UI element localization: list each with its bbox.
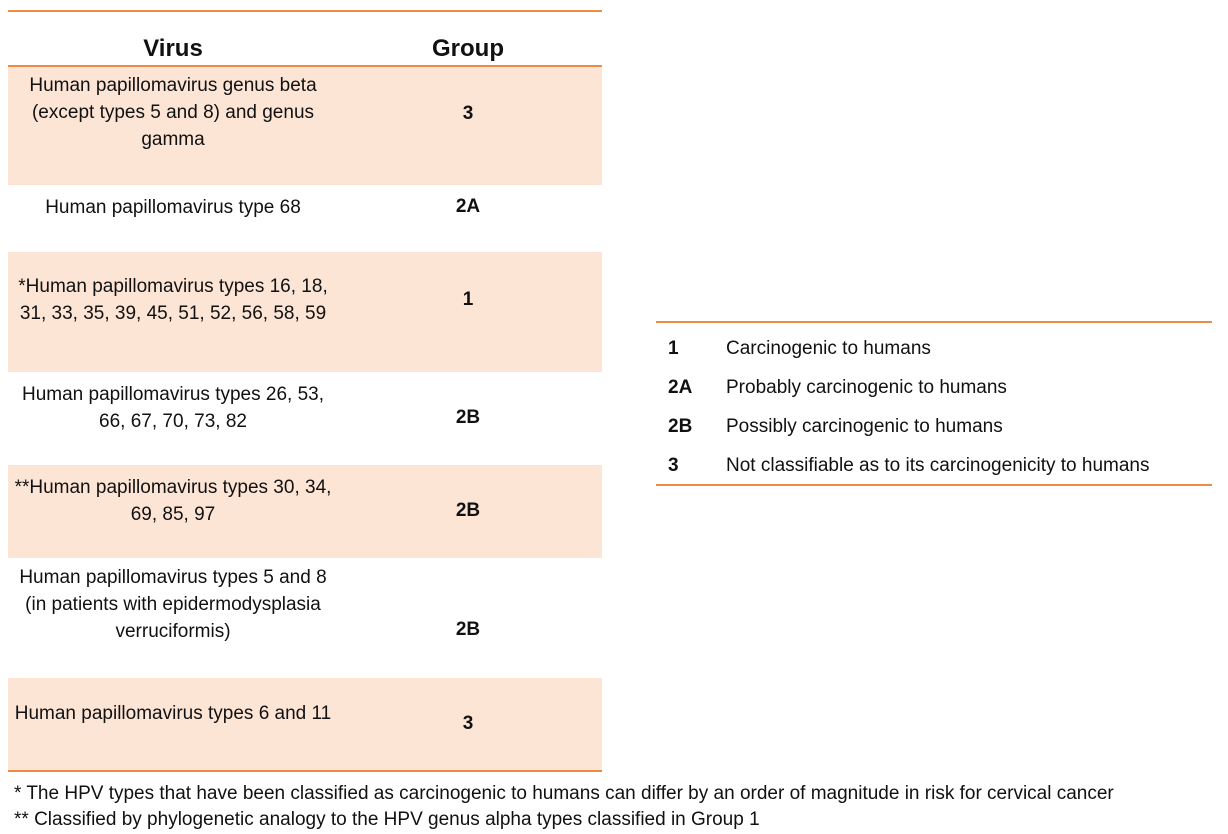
table-row bbox=[8, 372, 602, 465]
table-row bbox=[8, 558, 602, 678]
legend-code: 3 bbox=[668, 455, 679, 476]
footnotes bbox=[14, 781, 1114, 833]
group-cell: 2B bbox=[455, 407, 481, 428]
legend-item bbox=[656, 328, 1212, 367]
group-cell: 3 bbox=[462, 103, 474, 124]
group-column-header: Group bbox=[432, 35, 504, 62]
legend-description: Probably carcinogenic to humans bbox=[726, 377, 1007, 398]
virus-cell: Human papillomavirus genus beta (except types 5 and 8) and genus gamma bbox=[29, 75, 317, 150]
table-row bbox=[8, 252, 602, 372]
virus-cell: Human papillomavirus types 26, 53, 66, 67, 70, 73, 82 bbox=[21, 383, 325, 432]
group-legend bbox=[656, 321, 1212, 486]
legend-code: 2B bbox=[668, 416, 693, 437]
virus-cell: Human papillomavirus types 6 and 11 bbox=[14, 702, 332, 724]
virus-column-header: Virus bbox=[143, 35, 203, 62]
legend-code: 1 bbox=[668, 338, 679, 359]
legend-description: Not classifiable as to its carcinogenicity to humans bbox=[726, 455, 1150, 476]
classification-table bbox=[8, 10, 602, 772]
virus-cell: Human papillomavirus types 5 and 8 (in patients with epidermodysplasia verruciformis) bbox=[19, 566, 327, 642]
table-row bbox=[8, 678, 602, 770]
footnote-phylogenetic: ** Classified by phylogenetic analogy to the HPV genus alpha types classified in Group 1 bbox=[14, 809, 760, 830]
group-cell: 2B bbox=[455, 619, 481, 640]
group-cell: 2B bbox=[455, 500, 481, 521]
group-cell: 1 bbox=[462, 289, 474, 310]
legend-description: Possibly carcinogenic to humans bbox=[726, 416, 1003, 437]
virus-cell: **Human papillomavirus types 30, 34, 69, 85, 97 bbox=[14, 476, 332, 525]
virus-cell: *Human papillomavirus types 16, 18, 31, 33, 35, 39, 45, 51, 52, 56, 58, 59 bbox=[18, 276, 328, 324]
table-header bbox=[8, 12, 602, 65]
legend-item bbox=[656, 406, 1212, 445]
legend-item bbox=[656, 445, 1212, 484]
table-row bbox=[8, 185, 602, 252]
legend-item bbox=[656, 367, 1212, 406]
footnote-carcinogenic: * The HPV types that have been classified as carcinogenic to humans can differ by an order of magnitude in risk for cervical cancer bbox=[14, 783, 1114, 804]
table-row bbox=[8, 67, 602, 185]
group-cell: 2A bbox=[455, 196, 481, 217]
virus-cell: Human papillomavirus type 68 bbox=[45, 197, 301, 218]
legend-code: 2A bbox=[668, 377, 693, 398]
legend-description: Carcinogenic to humans bbox=[726, 338, 931, 359]
group-cell: 3 bbox=[462, 713, 474, 734]
table-row bbox=[8, 465, 602, 558]
table-bottom-rule bbox=[8, 770, 602, 772]
